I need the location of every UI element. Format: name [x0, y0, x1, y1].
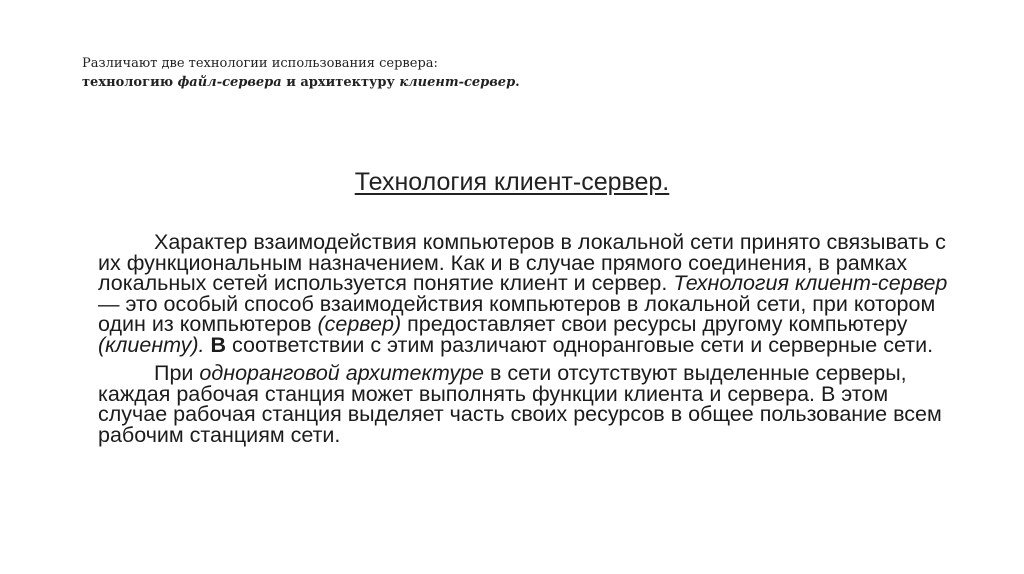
slide-title — [0, 166, 1024, 198]
intro-text: технологию — [82, 75, 178, 90]
intro-block — [82, 54, 520, 92]
bold-letter: В — [210, 332, 227, 357]
intro-text: и архитектуру — [281, 75, 400, 90]
term-client: (клиенту). — [98, 332, 205, 357]
intro-term-client-server: клиент-сервер — [399, 75, 516, 90]
paragraph-text: — это особый способ взаимодействия компьютеров в локальной сети, при котором один из компьютеров — [98, 291, 936, 336]
paragraph-text: При — [154, 361, 200, 385]
intro-line-2 — [82, 73, 520, 92]
paragraph-1 — [98, 232, 950, 355]
intro-text: . — [515, 75, 520, 90]
slide-title-text: Технология клиент-сервер. — [354, 168, 670, 196]
intro-line-1: Различают две технологии использования сервера: — [82, 56, 438, 71]
term-client-server: Технология клиент-сервер — [673, 271, 948, 295]
paragraph-2 — [98, 363, 950, 445]
slide-body — [98, 232, 950, 445]
term-peer-to-peer: одноранговой архитектуре — [199, 361, 485, 385]
paragraph-text: соответствии с этим различают одноранговые сети и серверные сети. — [226, 332, 934, 357]
paragraph-text: в сети отсутствуют выделенные серверы, каждая рабочая станция может выполнять функции клиента и сервера. В этом случае рабочая станция выделяет часть своих ресурсов в общее пользование всем рабочим станциям сети. — [98, 361, 942, 447]
term-server: (сервер) — [317, 312, 402, 336]
paragraph-text: Характер взаимодействия компьютеров в локальной сети принято связывать с их функциональным назначением. Как и в случае прямого соединения, в рамках локальных сетей используется понятие клиент и сервер. — [98, 230, 946, 295]
paragraph-text: предоставляет свои ресурсы другому компьютеру — [401, 312, 908, 336]
intro-term-file-server: файл-сервера — [177, 75, 282, 90]
